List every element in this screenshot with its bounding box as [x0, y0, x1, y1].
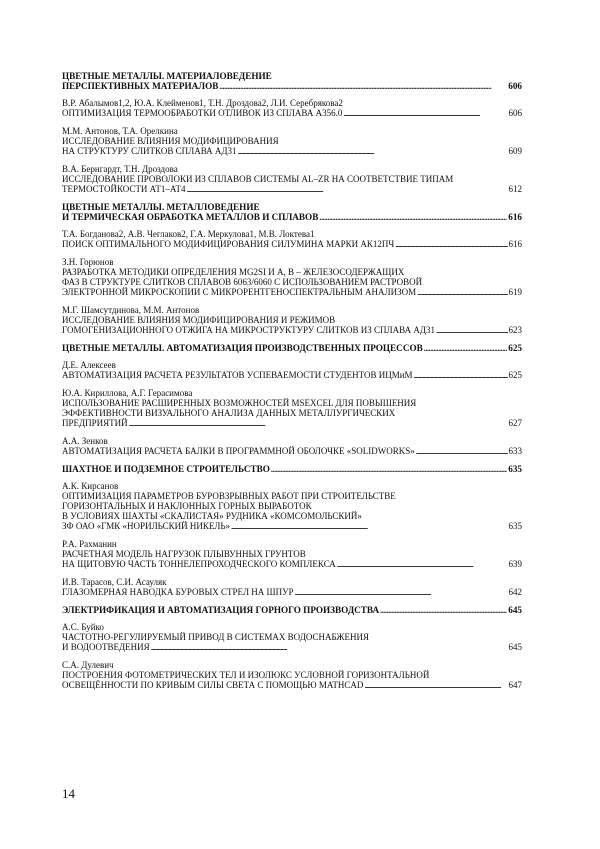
section-heading-line: ПЕРСПЕКТИВНЫХ МАТЕРИАЛОВ	[62, 81, 219, 91]
section-page-number: 616	[508, 212, 522, 222]
section-page-number: 625	[508, 343, 522, 353]
dot-leader	[271, 464, 507, 475]
entry-title-line: ОПТИМИЗАЦИЯ ТЕРМООБРАБОТКИ ОТЛИВОК ИЗ СПЛАВА А356.0	[62, 108, 343, 118]
dot-leader	[395, 239, 507, 250]
entry-authors: Т.А. Богданова2, А.В. Чеглаков2, Г.А. Меркулова1, М.В. Локтева1	[62, 229, 315, 239]
entry-authors: М.Г. Шамсутдинова, М.М. Антонов	[62, 305, 200, 315]
entry-authors: Д.Е. Алексеев	[62, 360, 116, 370]
entry-title-line: РАЗРАБОТКА МЕТОДИКИ ОПРЕДЕЛЕНИЯ MG2SI И Α, Β – ЖЕЛЕЗОСОДЕРЖАЩИХ	[62, 267, 405, 277]
section-heading[interactable]	[62, 343, 522, 354]
entry-authors: М.М. Антонов, Т.А. Орелкина	[62, 126, 178, 136]
section-heading-row	[62, 343, 522, 354]
entry-authors: З.Н. Горюнов	[62, 257, 114, 267]
section-heading-row	[62, 212, 522, 223]
entry-title-line: ИСПОЛЬЗОВАНИЕ РАСШИРЕННЫХ ВОЗМОЖНОСТЕЙ MSEXCEL ДЛЯ ПОВЫШЕНИЯ	[62, 398, 417, 408]
section-heading-line: И ТЕРМИЧЕСКАЯ ОБРАБОТКА МЕТАЛЛОВ И СПЛАВОВ	[62, 212, 319, 222]
entry-page-number: 625	[508, 370, 522, 380]
toc-entry[interactable]	[62, 229, 522, 250]
toc-section	[62, 343, 522, 457]
toc-section	[62, 605, 522, 691]
toc-entry[interactable]	[62, 98, 522, 119]
dot-leader	[364, 680, 507, 691]
entry-title-line: АВТОМАТИЗАЦИЯ РАСЧЕТА РЕЗУЛЬТАТОВ УСПЕВАЕМОСТИ СТУДЕНТОВ ИЦМиМ	[62, 370, 413, 380]
entry-title-line: АВТОМАТИЗАЦИЯ РАСЧЕТА БАЛКИ В ПРОГРАММНОЙ ОБОЛОЧКЕ «SOLIDWORKS»	[62, 446, 415, 456]
dot-leader	[319, 212, 507, 223]
section-page-number: 606	[508, 81, 522, 91]
section-heading-line: ЭЛЕКТРИФИКАЦИЯ И АВТОМАТИЗАЦИЯ ГОРНОГО ПРОИЗВОДСТВА	[62, 605, 380, 615]
toc-entry[interactable]	[62, 436, 522, 457]
entry-authors: С.А. Дулевич	[62, 660, 114, 670]
section-heading-row	[62, 464, 522, 475]
section-heading[interactable]	[62, 71, 522, 92]
entry-page-number: 639	[508, 559, 522, 569]
entry-title-line: И ВОДООТВЕДЕНИЯ	[62, 642, 150, 652]
entry-title-row	[62, 108, 522, 119]
entry-authors: А.А. Зенков	[62, 436, 108, 446]
entry-title-row	[62, 146, 522, 157]
entry-title-row	[62, 587, 522, 598]
entry-page-number: 606	[508, 108, 522, 118]
toc-entry[interactable]	[62, 305, 522, 336]
entry-title-row	[62, 446, 522, 457]
entry-title-line: ТЕРМОСТОЙКОСТИ АТ1–АТ4	[62, 184, 186, 194]
dot-leader	[424, 343, 507, 354]
entry-title-line: ПРЕДПРИЯТИЙ	[62, 418, 128, 428]
entry-title-row	[62, 184, 522, 195]
entry-title-row	[62, 642, 522, 653]
entry-title-row	[62, 559, 522, 570]
entry-page-number: 612	[508, 184, 522, 194]
dot-leader	[129, 418, 508, 429]
entry-authors: И.В. Тарасов, С.И. Асауляк	[62, 577, 167, 587]
entry-title-line: ЗФ ОАО «ГМК «НОРИЛЬСКИЙ НИКЕЛЬ»	[62, 521, 231, 531]
section-heading-line: ЦВЕТНЫЕ МЕТАЛЛЫ. МЕТАЛЛОВЕДЕНИЕ	[62, 202, 260, 212]
entry-page-number: 645	[508, 642, 522, 652]
entry-title-row	[62, 325, 522, 336]
entry-title-line: ОПТИМИЗАЦИЯ ПАРАМЕТРОВ БУРОВЗРЫВНЫХ РАБОТ ПРИ СТРОИТЕЛЬСТВЕ	[62, 491, 396, 501]
dot-leader	[343, 108, 507, 119]
dot-leader	[219, 81, 507, 92]
entry-page-number: 616	[508, 239, 522, 249]
entry-page-number: 609	[508, 146, 522, 156]
entry-title-line: ЧАСТОТНО-РЕГУЛИРУЕМЫЙ ПРИВОД В СИСТЕМАХ ВОДОСНАБЖЕНИЯ	[62, 632, 369, 642]
entry-title-line: ИССЛЕДОВАНИЕ ВЛИЯНИЯ МОДИФИЦИРОВАНИЯ	[62, 136, 279, 146]
section-heading[interactable]	[62, 464, 522, 475]
toc-entry[interactable]	[62, 660, 522, 691]
section-heading[interactable]	[62, 202, 522, 223]
toc-section	[62, 71, 522, 195]
entry-authors: В.Р. Абалымов1,2, Ю.А. Клейменов1, Т.Н. Дроздова2, Л.И. Серебрякова2	[62, 98, 343, 108]
entry-page-number: 633	[508, 446, 522, 456]
entry-authors: А.К. Кирсанов	[62, 481, 119, 491]
toc-entry[interactable]	[62, 388, 522, 429]
toc-section	[62, 464, 522, 598]
entry-title-row	[62, 239, 522, 250]
entry-title-line: ИССЛЕДОВАНИЕ ВЛИЯНИЯ МОДИФИЦИРОВАНИЯ И РЕЖИМОВ	[62, 315, 336, 325]
entry-title-row	[62, 370, 522, 381]
section-heading-line: ЦВЕТНЫЕ МЕТАЛЛЫ. АВТОМАТИЗАЦИЯ ПРОИЗВОДСТВЕННЫХ ПРОЦЕССОВ	[62, 343, 423, 353]
entry-authors: А.С. Буйко	[62, 622, 104, 632]
toc-entry[interactable]	[62, 481, 522, 532]
section-heading-row	[62, 81, 522, 92]
section-heading-line: ШАХТНОЕ И ПОДЗЕМНОЕ СТРОИТЕЛЬСТВО	[62, 464, 270, 474]
entry-title-line: ПОИСК ОПТИМАЛЬНОГО МОДИФИЦИРОВАНИЯ СИЛУМИНА МАРКИ АК12ПЧ	[62, 239, 395, 249]
entry-page-number: 635	[508, 521, 522, 531]
entry-title-line: ГЛАЗОМЕРНАЯ НАВОДКА БУРОВЫХ СТРЕЛ НА ШПУР	[62, 587, 294, 597]
dot-leader	[416, 446, 508, 457]
toc-entry[interactable]	[62, 257, 522, 298]
entry-title-row	[62, 418, 522, 429]
toc-entry[interactable]	[62, 622, 522, 653]
entry-authors: Ю.А. Кириллова, А.Г. Герасимова	[62, 388, 193, 398]
dot-leader	[231, 521, 507, 532]
entry-page-number: 623	[508, 325, 522, 335]
toc-entry[interactable]	[62, 360, 522, 381]
entry-title-line: ИССЛЕДОВАНИЕ ПРОВОЛОКИ ИЗ СПЛАВОВ СИСТЕМЫ AL–ZR НА СООТВЕТСТВИЕ ТИПАМ	[62, 174, 454, 184]
entry-title-line: ФАЗ В СТРУКТУРЕ СЛИТКОВ СПЛАВОВ 6063/6060 С ИСПОЛЬЗОВАНИЕМ РАСТРОВОЙ	[62, 277, 423, 287]
dot-leader	[417, 287, 507, 298]
entry-page-number: 619	[508, 287, 522, 297]
toc-section	[62, 202, 522, 336]
page-number: 14	[62, 786, 75, 801]
toc-entry[interactable]	[62, 126, 522, 157]
dot-leader	[187, 184, 508, 195]
entry-title-row	[62, 680, 522, 691]
table-of-contents	[62, 71, 522, 698]
dot-leader	[414, 370, 508, 381]
section-page-number: 635	[508, 464, 522, 474]
entry-title-line: НА СТРУКТУРУ СЛИТКОВ СПЛАВА АД31	[62, 146, 237, 156]
entry-title-line: ГОМОГЕНИЗАЦИОННОГО ОТЖИГА НА МИКРОСТРУКТУРУ СЛИТКОВ ИЗ СПЛАВА АД31	[62, 325, 435, 335]
entry-authors: Р.А. Рахманин	[62, 539, 117, 549]
toc-entry[interactable]	[62, 539, 522, 570]
entry-title-line: РАСЧЕТНАЯ МОДЕЛЬ НАГРУЗОК ПЛЫВУННЫХ ГРУНТОВ	[62, 549, 306, 559]
entry-title-line: ПОСТРОЕНИЯ ФОТОМЕТРИЧЕСКИХ ТЕЛ И ИЗОЛЮКС УСЛОВНОЙ ГОРИЗОНТАЛЬНОЙ	[62, 670, 430, 680]
section-heading-line: ЦВЕТНЫЕ МЕТАЛЛЫ. МАТЕРИАЛОВЕДЕНИЕ	[62, 71, 272, 81]
dot-leader	[380, 605, 507, 616]
dot-leader	[436, 325, 508, 336]
dot-leader	[337, 559, 508, 570]
entry-title-line: ЭЛЕКТРОННОЙ МИКРОСКОПИИ С МИКРОРЕНТГЕНОСПЕКТРАЛЬНЫМ АНАЛИЗОМ	[62, 287, 417, 297]
section-heading[interactable]	[62, 605, 522, 616]
toc-entry[interactable]	[62, 577, 522, 598]
entry-page-number: 647	[508, 680, 522, 690]
dot-leader	[295, 587, 508, 598]
entry-title-line: НА ЩИТОВУЮ ЧАСТЬ ТОННЕЛЕПРОХОДЧЕСКОГО КОМПЛЕКСА	[62, 559, 336, 569]
entry-title-line: ОСВЕЩЁННОСТИ ПО КРИВЫМ СИЛЫ СВЕТА С ПОМОЩЬЮ MATHCAD	[62, 680, 364, 690]
section-heading-row	[62, 605, 522, 616]
entry-authors: В.А. Бернгардт, Т.Н. Дроздова	[62, 164, 178, 174]
dot-leader	[151, 642, 508, 653]
entry-title-line: ГОРИЗОНТАЛЬНЫХ И НАКЛОННЫХ ГОРНЫХ ВЫРАБОТОК	[62, 501, 312, 511]
entry-page-number: 642	[508, 587, 522, 597]
dot-leader	[238, 146, 508, 157]
section-page-number: 645	[508, 605, 522, 615]
entry-title-line: В УСЛОВИЯХ ШАХТЫ «СКАЛИСТАЯ» РУДНИКА «КОМСОМОЛЬСКИЙ»	[62, 511, 362, 521]
entry-title-row	[62, 287, 522, 298]
entry-title-line: ЭФФЕКТИВНОСТИ ВИЗУАЛЬНОГО АНАЛИЗА ДАННЫХ МЕТАЛЛУРГИЧЕСКИХ	[62, 408, 396, 418]
toc-entry[interactable]	[62, 164, 522, 195]
entry-title-row	[62, 521, 522, 532]
entry-page-number: 627	[508, 418, 522, 428]
